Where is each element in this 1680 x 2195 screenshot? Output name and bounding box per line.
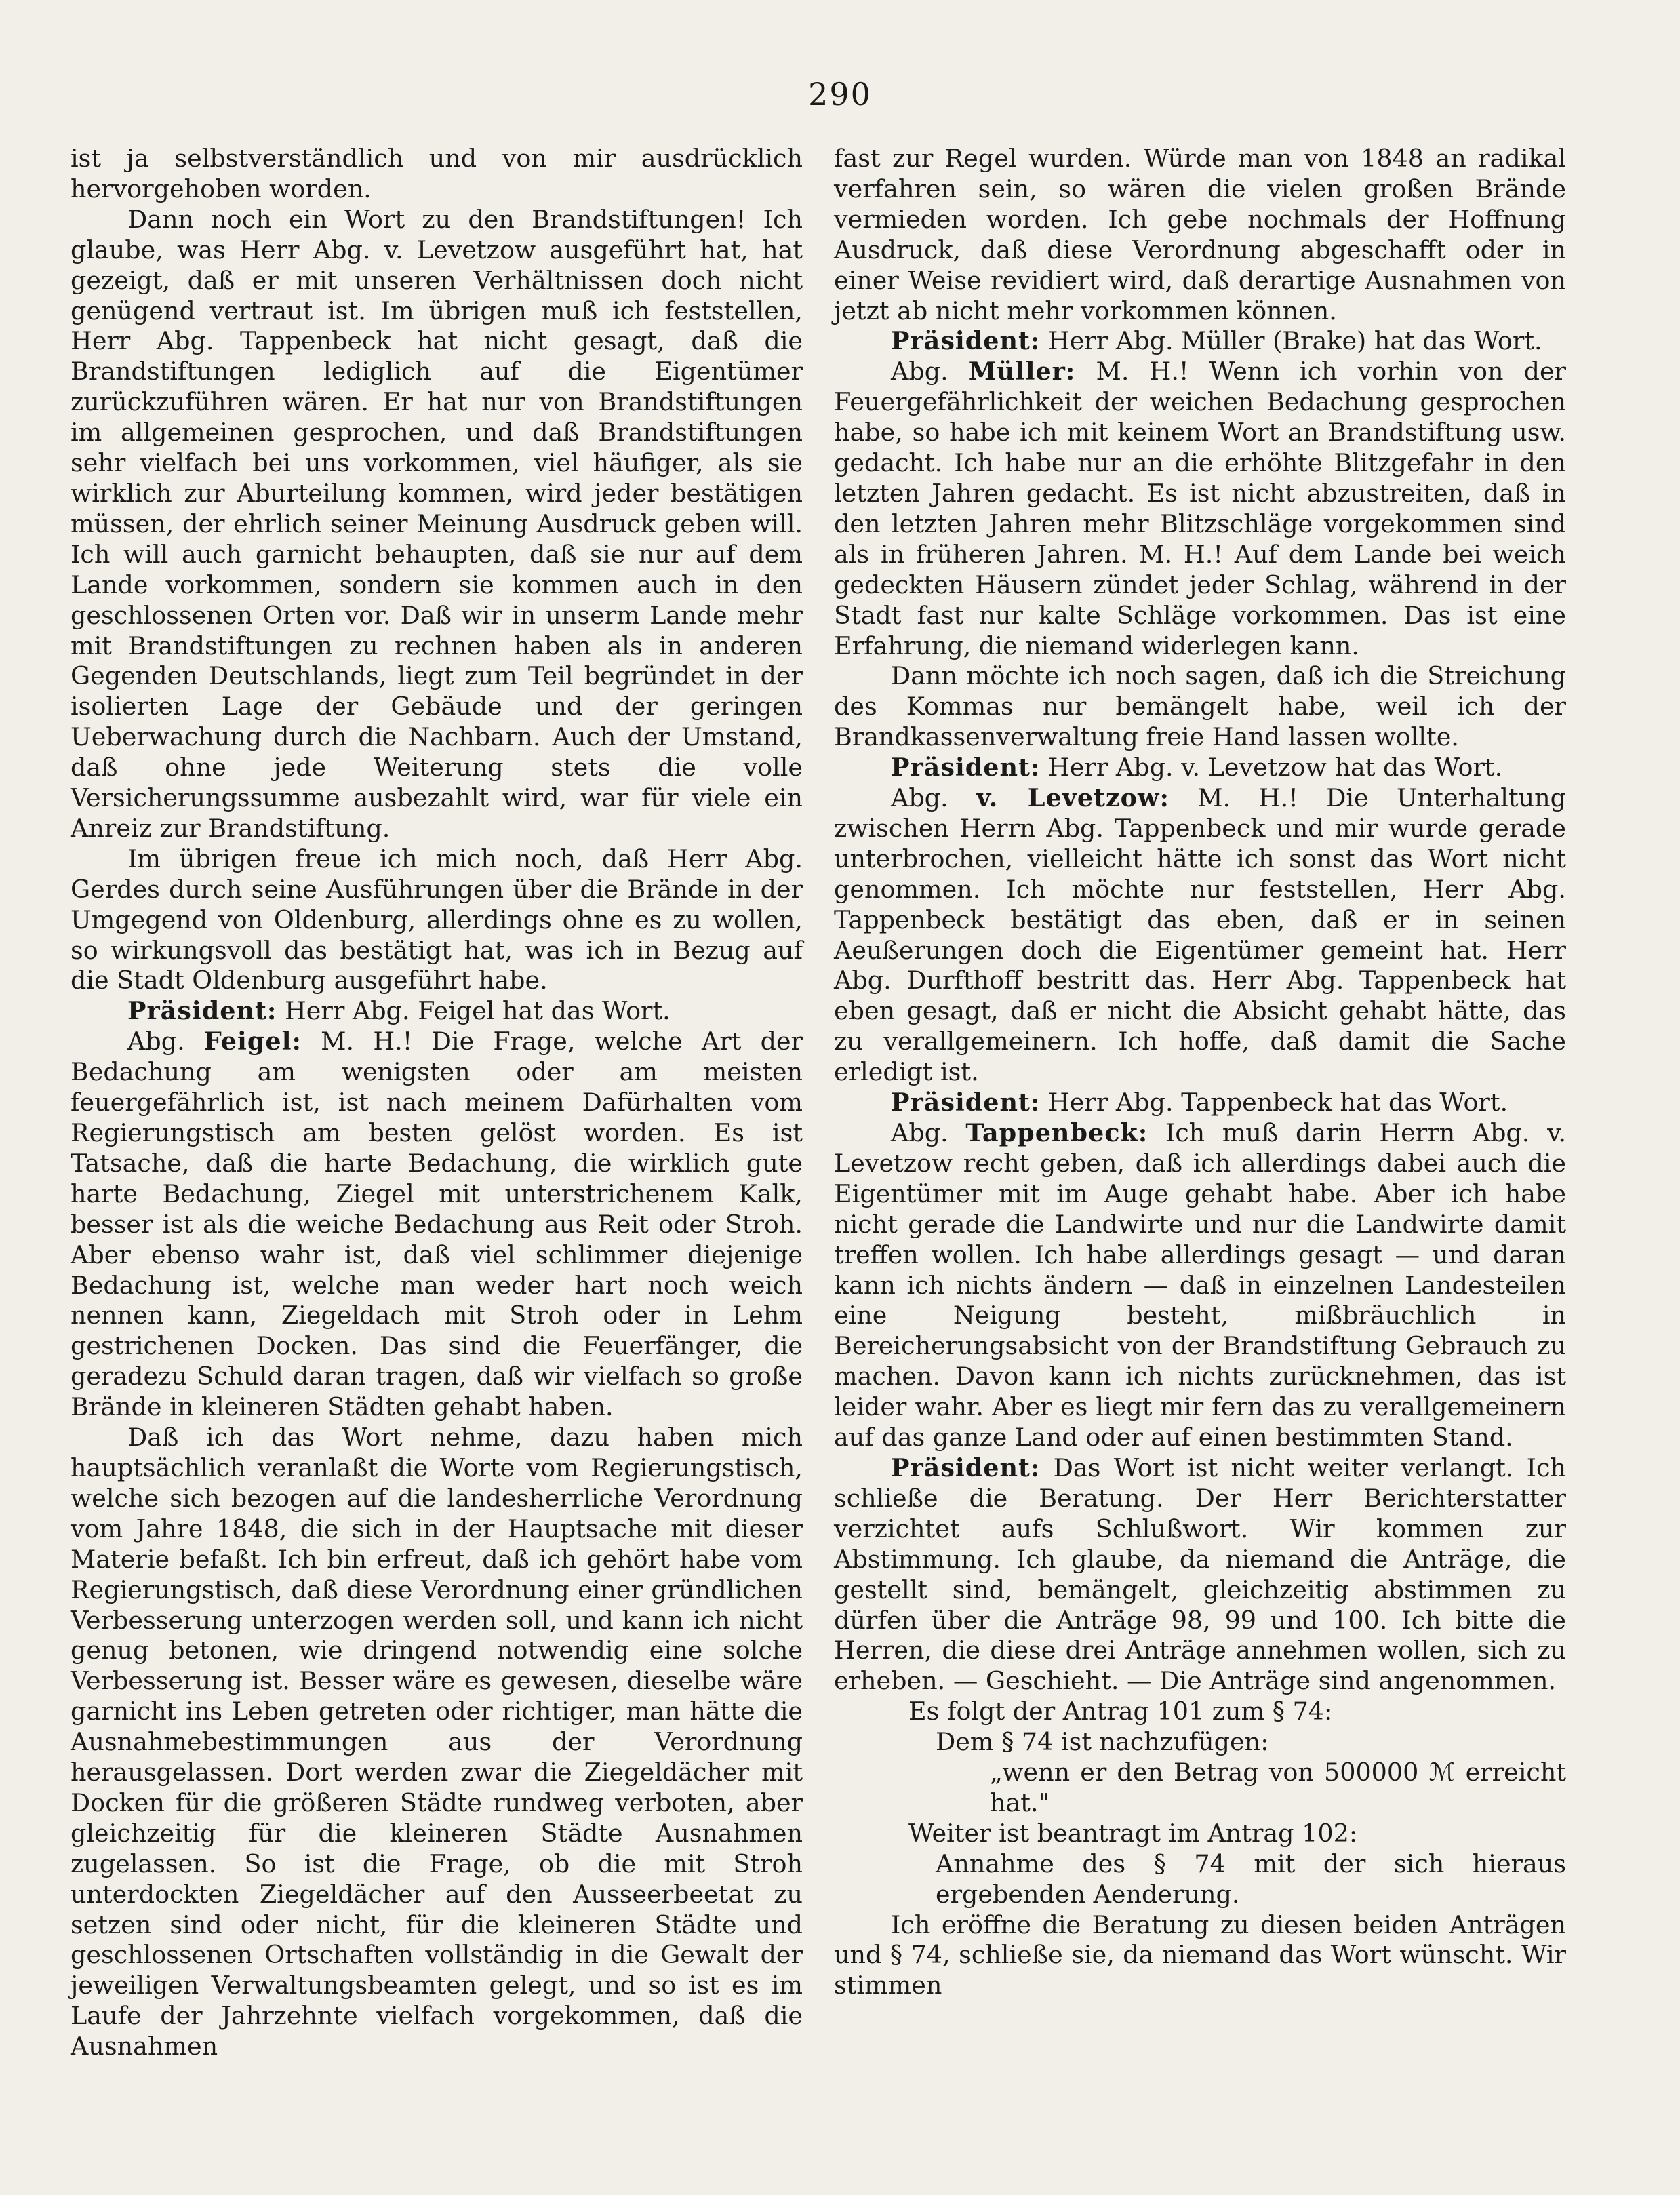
speaker-name: Präsident: bbox=[891, 326, 1041, 356]
speaker-name: Präsident: bbox=[127, 996, 277, 1026]
right-column bbox=[834, 144, 1566, 2001]
paragraph: Im übrigen freue ich mich noch, daß Herr Abg. Gerdes durch seine Ausführungen über die Brände in der Umgegend von Oldenburg, allerdings ohne es zu wollen, so wirkungsvoll das bestätigt hat, was ich in Bezug auf die Stadt Oldenburg ausgeführt habe. bbox=[71, 844, 803, 995]
motion-quote: „wenn er den Betrag von 500000 ℳ erreicht hat." bbox=[990, 1758, 1566, 1817]
speaker-name: Tappenbeck: bbox=[965, 1118, 1148, 1147]
paragraph: fast zur Regel wurden. Würde man von 1848 an radikal verfahren sein, so wären die vielen großen Brände vermieden worden. Ich gebe nochmals der Hoffnung Ausdruck, daß diese Verordnung abgeschafft oder in einer Weise revidiert wird, daß derartige Ausnahmen von jetzt ab nicht mehr vorkommen können. bbox=[834, 144, 1566, 325]
paragraph: ist ja selbstverständlich und von mir ausdrücklich hervorgehoben worden. bbox=[71, 144, 803, 203]
speaker-paragraph: Präsident: Das Wort ist nicht weiter verlangt. Ich schließe die Beratung. Der Herr Berichterstatter verzichtet aufs Schlußwort. Wir kommen zur Abstimmung. Ich glaube, da niemand die Anträge, die gestellt sind, bemängelt, gleichzeitig abstimmen zu dürfen über die Anträge 98, 99 und 100. Ich bitte die Herren, die diese drei Anträge annehmen wollen, sich zu erheben. — Geschieht. — Die Anträge sind angenommen. bbox=[834, 1452, 1566, 1696]
speaker-name: Präsident: bbox=[891, 1452, 1041, 1482]
speaker-paragraph: Präsident: Herr Abg. v. Levetzow hat das Wort. bbox=[891, 753, 1503, 783]
speaker-paragraph: Abg. v. Levetzow: M. H.! Die Unterhaltung zwischen Herrn Abg. Tappenbeck und mir wurde gerade unterbrochen, vielleicht hätte ich sonst das Wort nicht genommen. Ich möchte nur feststellen, Herr Abg. Tappenbeck bestätigt das eben, daß er in seinen Aeußerungen doch die Eigentümer gemeint hat. Herr Abg. Durfthoff bestritt das. Herr Abg. Tappenbeck hat eben gesagt, daß er nicht die Absicht gehabt hätte, das zu verallgemeinern. Ich hoffe, daß damit die Sache erledigt ist. bbox=[834, 783, 1566, 1087]
speaker-paragraph: Abg. Feigel: M. H.! Die Frage, welche Art der Bedachung am wenigsten oder am meisten feuergefährlich ist, ist nach meinem Dafürhalten vom Regierungstisch am besten gelöst worden. Es ist Tatsache, daß die harte Bedachung, die wirklich gute harte Bedachung, Ziegel mit unterstrichenem Kalk, besser ist als die weiche Bedachung aus Reit oder Stroh. Aber ebenso wahr ist, daß viel schlimmer diejenige Bedachung ist, welche man weder hart noch weich nennen kann, Ziegeldach mit Stroh oder in Lehm gestrichenen Docken. Das sind die Feuerfänger, die geradezu Schuld daran tragen, daß wir vielfach so große Brände in kleineren Städten gehabt haben. bbox=[71, 1027, 803, 1422]
speaker-paragraph: Abg. Tappenbeck: Ich muß darin Herrn Abg. v. Levetzow recht geben, daß ich allerdings dabei auch die Eigentümer mit im Auge gehabt habe. Aber ich habe nicht gerade die Landwirte und nur die Landwirte damit treffen wollen. Ich habe allerdings gesagt — und daran kann ich nichts ändern — daß in einzelnen Landesteilen eine Neigung besteht, mißbräuchlich in Bereicherungsabsicht von der Brandstiftung Gebrauch zu machen. Davon kann ich nichts zurücknehmen, das ist leider wahr. Aber es liegt mir fern das zu verallgemeinern auf das ganze Land oder auf einen bestimmten Stand. bbox=[834, 1118, 1567, 1452]
speaker-name: Präsident: bbox=[891, 753, 1041, 783]
motion-line: Es folgt der Antrag 101 zum § 74: bbox=[908, 1697, 1333, 1726]
paragraph: Ich eröffne die Beratung zu diesen beiden Anträgen und § 74, schließe sie, da niemand das Wort wünscht. Wir stimmen bbox=[834, 1910, 1566, 2000]
paragraph: Dann noch ein Wort zu den Brandstiftungen! Ich glaube, was Herr Abg. v. Levetzow ausgeführt hat, hat gezeigt, daß er mit unseren Verhältnissen doch nicht genügend vertraut ist. Im übrigen muß ich feststellen, Herr Abg. Tappenbeck hat nicht gesagt, daß die Brandstiftungen lediglich auf die Eigentümer zurückzuführen wären. Er hat nur von Brandstiftungen im allgemeinen gesprochen, und daß Brandstiftungen sehr vielfach bei uns vorkommen, viel häufiger, als sie wirklich zur Aburteilung kommen, wird jeder bestätigen müssen, der ehrlich seiner Meinung Ausdruck geben will. Ich will auch garnicht behaupten, daß sie nur auf dem Lande vorkommen, sondern sie kommen auch in den geschlossenen Orten vor. Daß wir in unserm Lande mehr mit Brandstiftungen zu rechnen haben als in anderen Gegenden Deutschlands, liegt zum Teil begründet in der isolierten Lage der Gebäude und der geringen Ueberwachung durch die Nachbarn. Auch der Umstand, daß ohne jede Weiterung stets die volle Versicherungssumme ausbezahlt wird, war für viele ein Anreiz zur Brandstiftung. bbox=[71, 204, 803, 843]
speaker-name: Feigel: bbox=[203, 1027, 302, 1056]
page-number: 290 bbox=[808, 76, 872, 113]
paragraph: Daß ich das Wort nehme, dazu haben mich hauptsächlich veranlaßt die Worte vom Regierungstisch, welche sich bezogen auf die landesherrliche Verordnung vom Jahre 1848, die sich in der Hauptsache mit dieser Materie befaßt. Ich bin erfreut, daß ich gehört habe vom Regierungstisch, daß diese Verordnung einer gründlichen Verbesserung unterzogen werden soll, und kann ich nicht genug betonen, wie dringend notwendig eine solche Verbesserung ist. Besser wäre es gewesen, dieselbe wäre garnicht ins Leben getreten oder richtiger, man hätte die Ausnahmebestimmungen aus der Verordnung herausgelassen. Dort werden zwar die Ziegeldächer mit Docken für die größeren Städte rundweg verboten, aber gleichzeitig für die kleineren Städte Ausnahmen zugelassen. So ist die Frage, ob die mit Stroh unterdockten Ziegeldächer auf den Ausseerbeetat zu setzen sind oder nicht, für die kleineren Städte und geschlossenen Ortschaften vollständig in die Gewalt der jeweiligen Verwaltungsbeamten gelegt, und so ist es im Laufe der Jahrzehnte vielfach vorgekommen, daß die Ausnahmen bbox=[71, 1423, 803, 2061]
motion-line: Annahme des § 74 mit der sich hieraus ergebenden Aenderung. bbox=[936, 1848, 1566, 1909]
motion-line: Dem § 74 ist nachzufügen: bbox=[936, 1727, 1269, 1757]
speaker-paragraph: Präsident: Herr Abg. Tappenbeck hat das Wort. bbox=[891, 1088, 1508, 1118]
left-column bbox=[71, 144, 803, 2062]
paragraph: Dann möchte ich noch sagen, daß ich die Streichung des Kommas nur bemängelt habe, weil ich der Brandkassenverwaltung freie Hand lassen wollte. bbox=[834, 661, 1566, 752]
speaker-name: Präsident: bbox=[891, 1088, 1041, 1118]
speaker-paragraph: Abg. Müller: M. H.! Wenn ich vorhin von der Feuergefährlichkeit der weichen Bedachung gesprochen habe, so habe ich mit keinem Wort an Brandstiftung usw. gedacht. Ich habe nur an die erhöhte Blitzgefahr in den letzten Jahren gedacht. Es ist nicht abzustreiten, daß in den letzten Jahren mehr Blitzschläge vorgekommen sind als in früheren Jahren. M. H.! Auf dem Lande bei weich gedeckten Häusern zündet jeder Schlag, während in der Stadt fast nur kalte Schläge vorkommen. Das ist eine Erfahrung, die niemand widerlegen kann. bbox=[834, 357, 1566, 660]
speaker-paragraph: Präsident: Herr Abg. Feigel hat das Wort. bbox=[127, 996, 671, 1026]
motion-line: Weiter ist beantragt im Antrag 102: bbox=[908, 1818, 1358, 1848]
speaker-name: v. Levetzow: bbox=[976, 783, 1169, 813]
speaker-paragraph: Präsident: Herr Abg. Müller (Brake) hat das Wort. bbox=[891, 326, 1542, 356]
speaker-name: Müller: bbox=[968, 357, 1076, 387]
